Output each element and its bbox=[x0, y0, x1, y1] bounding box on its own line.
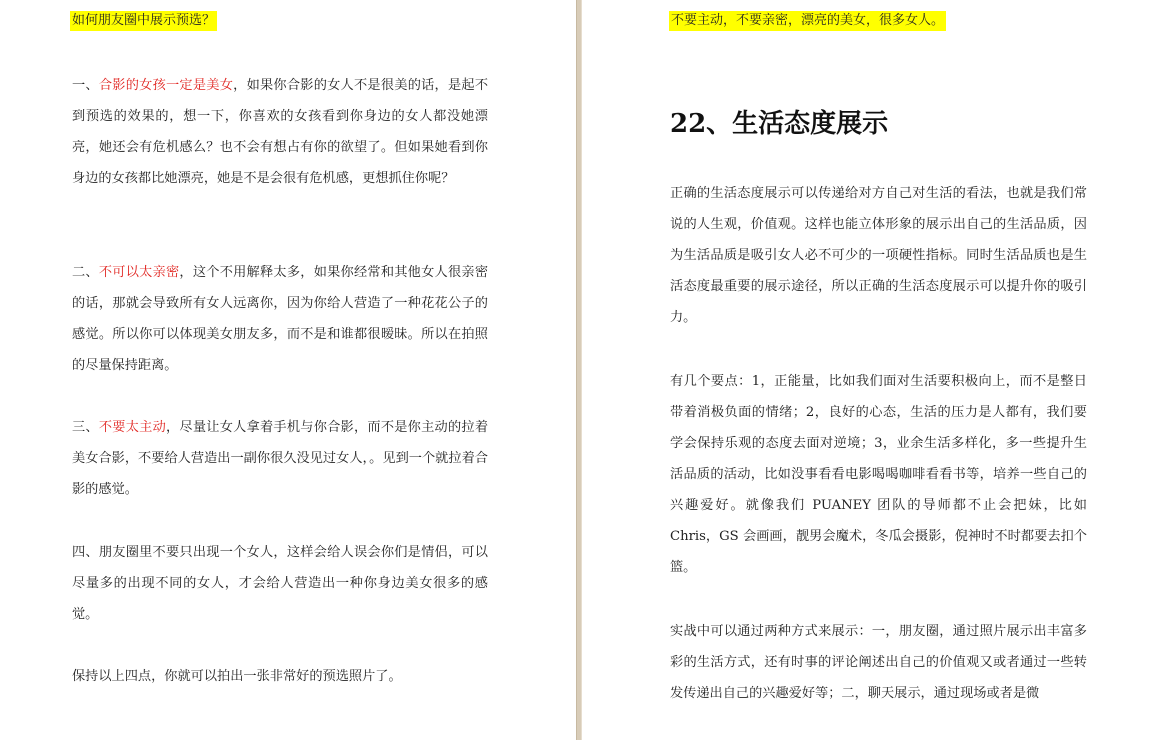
item-3-body: ，尽量让女人拿着手机与你合影，而不是你主动的拉着美女合影，不要给人营造出一副你很久没见过女人，。见到一个就拉着合影的感觉。 bbox=[72, 420, 489, 497]
highlighted-summary: 不要主动，不要亲密，漂亮的美女，很多女人。 bbox=[669, 11, 946, 31]
item-3-emphasis: 不要太主动 bbox=[98, 420, 166, 435]
left-page bbox=[0, 0, 576, 740]
item-1-body: ，如果你合影的女人不是很美的话，是起不到预选的效果的，想一下，你喜欢的女孩看到你身边的女人都没她漂亮，她还会有危机感么？也不会有想占有你的欲望了。但如果她看到你身边的女孩都比她漂亮，她是不是会很有危机感，更想抓住你呢？ bbox=[72, 78, 489, 186]
item-2-prefix: 二、 bbox=[72, 265, 99, 280]
paragraph-item-2 bbox=[72, 257, 488, 381]
paragraph-conclusion: 保持以上四点，你就可以拍出一张非常好的预选照片了。 bbox=[72, 669, 402, 684]
item-1-emphasis: 合影的女孩一定是美女 bbox=[98, 78, 234, 93]
paragraph-key-points: 有几个要点：1，正能量，比如我们面对生活要积极向上，而不是整日带着消极负面的情绪；2，良好的心态，生活的压力是人都有，我们要学会保持乐观的态度去面对逆境；3，业余生活多样化，多一些提升生活品质的活动，比如没事看看电影喝喝咖啡看看书等，培养一些自己的兴趣爱好。就像我们 PUANEY 团队的导师都不止会把妹，比如 Chris，GS 会画画，靓男会魔术，冬瓜会摄影，倪神时不时都要去扣个篮。 bbox=[670, 374, 1087, 575]
item-1-prefix: 一、 bbox=[72, 78, 99, 93]
item-2-body: ，这个不用解释太多，如果你经常和其他女人很亲密的话，那就会导致所有女人远离你，因为你给人营造了一种花花公子的感觉。所以你可以体现美女朋友多，而不是和谁都很暧昧。所以在拍照的尽量保持距离。 bbox=[72, 265, 489, 373]
paragraph-item-3 bbox=[72, 412, 488, 505]
paragraph-methods: 实战中可以通过两种方式来展示：一，朋友圈，通过照片展示出丰富多彩的生活方式，还有时事的评论阐述出自己的价值观又或者通过一些转发传递出自己的兴趣爱好等；二，聊天展示，通过现场或者是微 bbox=[670, 624, 1087, 701]
item-3-prefix: 三、 bbox=[72, 420, 99, 435]
paragraph-life-attitude: 正确的生活态度展示可以传递给对方自己对生活的看法，也就是我们常说的人生观，价值观。这样也能立体形象的展示出自己的生活品质，因为生活品质是吸引女人必不可少的一项硬性指标。同时生活品质也是生活态度最重要的展示途径，所以正确的生活态度展示可以提升你的吸引力。 bbox=[670, 186, 1087, 325]
highlighted-title: 如何朋友圈中展示预选？ bbox=[70, 11, 217, 31]
item-2-emphasis: 不可以太亲密 bbox=[98, 265, 180, 280]
right-page bbox=[582, 0, 1166, 740]
paragraph-item-4: 四、朋友圈里不要只出现一个女人，这样会给人误会你们是情侣，可以尽量多的出现不同的女人，才会给人营造出一种你身边美女很多的感觉。 bbox=[72, 545, 488, 622]
section-heading: 22、生活态度展示 bbox=[670, 109, 889, 139]
paragraph-item-1 bbox=[72, 70, 488, 194]
